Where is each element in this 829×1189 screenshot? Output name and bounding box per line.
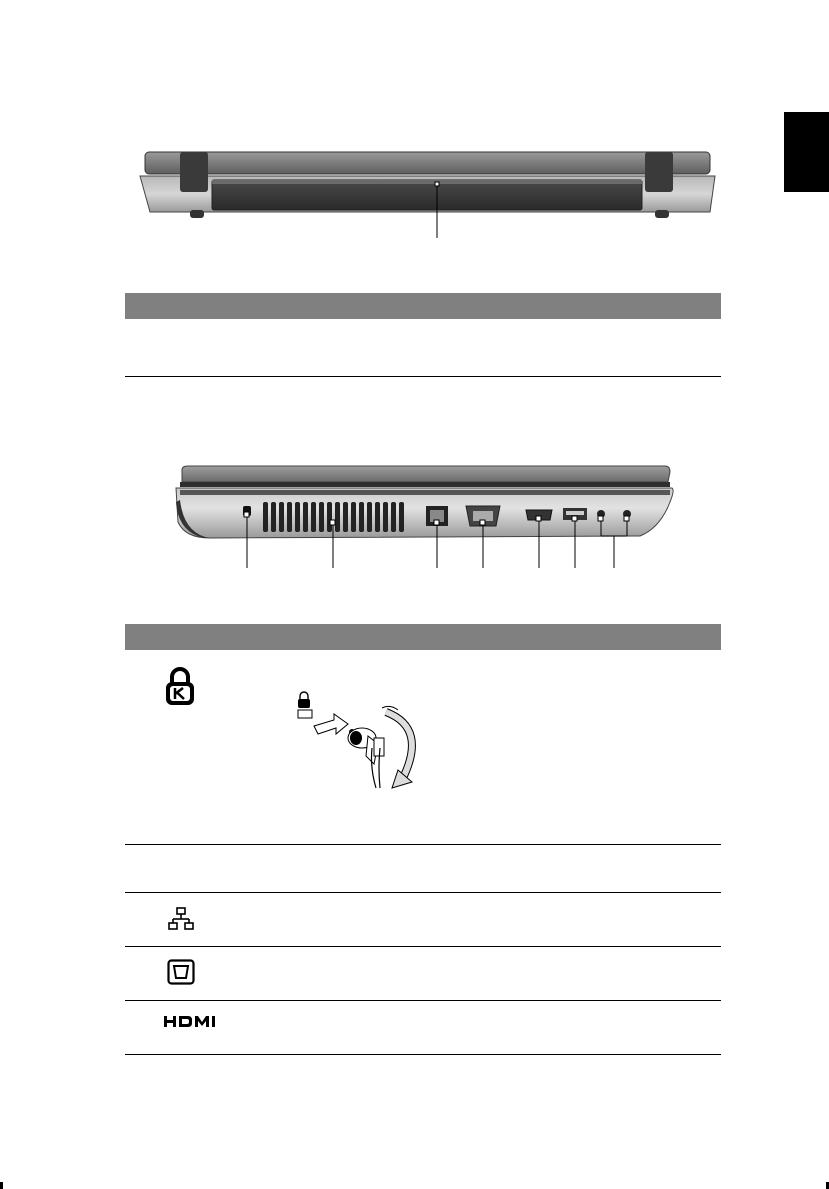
left-table-rule-4 [125,1000,721,1001]
left-table-rule-3 [125,946,721,947]
display-port-icon [167,959,195,985]
left-table-rule-2 [125,892,721,893]
laptop-rear-view-image [120,140,740,255]
rear-table-rule [125,376,721,377]
laptop-left-view-image [170,462,680,574]
hdmi-icon [164,1016,226,1028]
left-table-rule-5 [125,1054,721,1055]
chapter-side-tab [784,112,829,192]
rear-table-header [125,293,721,319]
left-table-rule-1 [125,844,721,845]
lock-cable-illustration [290,688,430,792]
network-icon [168,907,194,931]
kensington-lock-icon [163,667,197,707]
left-table-header [125,624,721,650]
crop-mark-left [0,1182,3,1189]
